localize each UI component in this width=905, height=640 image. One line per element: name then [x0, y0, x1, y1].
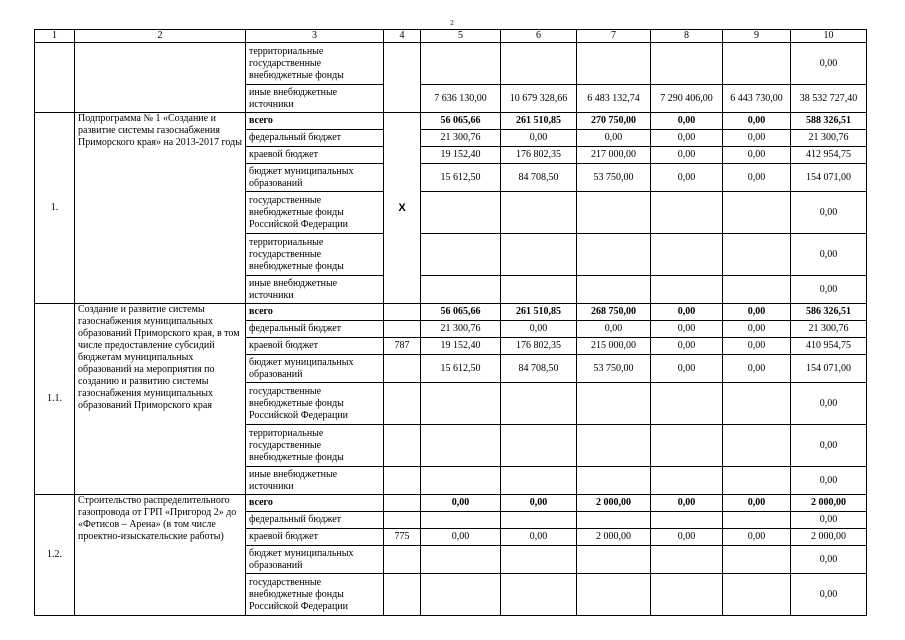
- header-cell: 8: [651, 30, 723, 43]
- value-cell-v7: [577, 276, 651, 304]
- value-cell-v8: 0,00: [651, 164, 723, 192]
- code-cell: X: [384, 113, 421, 304]
- value-cell-v8: [651, 276, 723, 304]
- value-cell-v9: [723, 467, 791, 495]
- value-cell-v5: 7 636 130,00: [421, 85, 501, 113]
- value-cell-v8: [651, 512, 723, 529]
- value-cell-v8: [651, 192, 723, 234]
- value-cell-v6: 176 802,35: [501, 147, 577, 164]
- code-cell: [384, 546, 421, 574]
- source-cell: федеральный бюджет: [246, 130, 384, 147]
- value-cell-v5: [421, 574, 501, 616]
- value-cell-v7: [577, 512, 651, 529]
- value-cell-v10: 21 300,76: [791, 130, 867, 147]
- value-cell-v10: 0,00: [791, 546, 867, 574]
- value-cell-v7: 0,00: [577, 130, 651, 147]
- value-cell-v10: 588 326,51: [791, 113, 867, 130]
- value-cell-v6: 10 679 328,66: [501, 85, 577, 113]
- source-cell: федеральный бюджет: [246, 512, 384, 529]
- header-cell: 5: [421, 30, 501, 43]
- code-cell: [384, 425, 421, 467]
- source-cell: краевой бюджет: [246, 338, 384, 355]
- item-title-cell: Строительство распределительного газопровода от ГРП «Пригород 2» до «Фетисов – Арена» (в том числе проектно-изыскательские работы): [75, 495, 246, 616]
- value-cell-v6: [501, 574, 577, 616]
- source-cell: иные внебюджетные источники: [246, 467, 384, 495]
- value-cell-v7: 217 000,00: [577, 147, 651, 164]
- header-cell: 4: [384, 30, 421, 43]
- value-cell-v7: 215 000,00: [577, 338, 651, 355]
- value-cell-v9: [723, 234, 791, 276]
- code-cell: 787: [384, 338, 421, 355]
- header-row: [35, 30, 867, 43]
- value-cell-v9: 6 443 730,00: [723, 85, 791, 113]
- value-cell-v5: [421, 512, 501, 529]
- source-cell: бюджет муниципальных образований: [246, 355, 384, 383]
- value-cell-v7: 270 750,00: [577, 113, 651, 130]
- value-cell-v10: 0,00: [791, 383, 867, 425]
- value-cell-v9: [723, 512, 791, 529]
- value-cell-v10: 0,00: [791, 192, 867, 234]
- value-cell-v5: [421, 234, 501, 276]
- value-cell-v5: [421, 43, 501, 85]
- value-cell-v8: 0,00: [651, 304, 723, 321]
- value-cell-v5: [421, 546, 501, 574]
- value-cell-v10: 2 000,00: [791, 495, 867, 512]
- page-number: 2: [450, 19, 454, 27]
- value-cell-v9: 0,00: [723, 147, 791, 164]
- item-number-cell: 1.2.: [35, 495, 75, 616]
- value-cell-v8: [651, 383, 723, 425]
- value-cell-v5: [421, 192, 501, 234]
- source-cell: иные внебюджетные источники: [246, 85, 384, 113]
- value-cell-v9: 0,00: [723, 304, 791, 321]
- header-cell: 10: [791, 30, 867, 43]
- value-cell-v5: 21 300,76: [421, 321, 501, 338]
- value-cell-v9: [723, 192, 791, 234]
- value-cell-v5: 56 065,66: [421, 304, 501, 321]
- code-cell: 775: [384, 529, 421, 546]
- value-cell-v8: [651, 425, 723, 467]
- source-cell: иные внебюджетные источники: [246, 276, 384, 304]
- value-cell-v6: [501, 234, 577, 276]
- value-cell-v8: 0,00: [651, 147, 723, 164]
- value-cell-v8: 0,00: [651, 338, 723, 355]
- value-cell-v7: 0,00: [577, 321, 651, 338]
- value-cell-v10: 154 071,00: [791, 355, 867, 383]
- value-cell-v6: 84 708,50: [501, 355, 577, 383]
- source-cell: всего: [246, 495, 384, 512]
- value-cell-v7: 6 483 132,74: [577, 85, 651, 113]
- value-cell-v7: 53 750,00: [577, 164, 651, 192]
- source-cell: федеральный бюджет: [246, 321, 384, 338]
- value-cell-v5: 15 612,50: [421, 164, 501, 192]
- value-cell-v6: 261 510,85: [501, 113, 577, 130]
- value-cell-v6: [501, 43, 577, 85]
- value-cell-v5: 21 300,76: [421, 130, 501, 147]
- value-cell-v5: [421, 276, 501, 304]
- value-cell-v9: [723, 574, 791, 616]
- value-cell-v8: 0,00: [651, 495, 723, 512]
- value-cell-v5: 19 152,40: [421, 338, 501, 355]
- value-cell-v8: 7 290 406,00: [651, 85, 723, 113]
- value-cell-v7: [577, 43, 651, 85]
- value-cell-v6: 0,00: [501, 321, 577, 338]
- value-cell-v8: 0,00: [651, 529, 723, 546]
- header-cell: 9: [723, 30, 791, 43]
- source-cell: территориальные государственные внебюджетные фонды: [246, 43, 384, 85]
- source-cell: бюджет муниципальных образований: [246, 546, 384, 574]
- value-cell-v9: 0,00: [723, 338, 791, 355]
- value-cell-v6: 0,00: [501, 495, 577, 512]
- value-cell-v7: [577, 467, 651, 495]
- code-cell: [384, 574, 421, 616]
- code-cell: [384, 383, 421, 425]
- header-cell: 7: [577, 30, 651, 43]
- value-cell-v9: 0,00: [723, 113, 791, 130]
- title-cell: [75, 43, 246, 113]
- value-cell-v9: 0,00: [723, 529, 791, 546]
- num-cell: [35, 43, 75, 113]
- value-cell-v10: 0,00: [791, 467, 867, 495]
- value-cell-v9: 0,00: [723, 355, 791, 383]
- source-cell: государственные внебюджетные фонды Российской Федерации: [246, 574, 384, 616]
- value-cell-v9: [723, 276, 791, 304]
- table-row: [35, 43, 867, 85]
- value-cell-v6: [501, 467, 577, 495]
- item-number-cell: 1.: [35, 113, 75, 304]
- value-cell-v9: [723, 43, 791, 85]
- value-cell-v5: 0,00: [421, 529, 501, 546]
- value-cell-v7: 2 000,00: [577, 495, 651, 512]
- value-cell-v8: 0,00: [651, 321, 723, 338]
- value-cell-v7: 53 750,00: [577, 355, 651, 383]
- value-cell-v6: 0,00: [501, 529, 577, 546]
- source-cell: территориальные государственные внебюджетные фонды: [246, 425, 384, 467]
- value-cell-v6: 261 510,85: [501, 304, 577, 321]
- source-cell: государственные внебюджетные фонды Российской Федерации: [246, 383, 384, 425]
- source-cell: территориальные государственные внебюджетные фонды: [246, 234, 384, 276]
- value-cell-v8: [651, 43, 723, 85]
- value-cell-v8: 0,00: [651, 113, 723, 130]
- value-cell-v8: 0,00: [651, 130, 723, 147]
- value-cell-v6: [501, 425, 577, 467]
- header-cell: 3: [246, 30, 384, 43]
- source-cell: государственные внебюджетные фонды Российской Федерации: [246, 192, 384, 234]
- item-title-cell: Подпрограмма № 1 «Создание и развитие системы газоснабжения Приморского края» на 2013-2017 годы: [75, 113, 246, 304]
- value-cell-v7: 268 750,00: [577, 304, 651, 321]
- value-cell-v10: 2 000,00: [791, 529, 867, 546]
- value-cell-v5: [421, 383, 501, 425]
- source-cell: краевой бюджет: [246, 147, 384, 164]
- item-number-cell: 1.1.: [35, 304, 75, 495]
- value-cell-v8: [651, 234, 723, 276]
- value-cell-v5: 0,00: [421, 495, 501, 512]
- code-cell: [384, 495, 421, 512]
- value-cell-v7: [577, 383, 651, 425]
- value-cell-v10: 21 300,76: [791, 321, 867, 338]
- value-cell-v7: [577, 234, 651, 276]
- value-cell-v8: [651, 467, 723, 495]
- value-cell-v8: [651, 574, 723, 616]
- value-cell-v7: [577, 192, 651, 234]
- value-cell-v8: 0,00: [651, 355, 723, 383]
- value-cell-v10: 0,00: [791, 425, 867, 467]
- value-cell-v7: 2 000,00: [577, 529, 651, 546]
- header-cell: 6: [501, 30, 577, 43]
- value-cell-v6: [501, 512, 577, 529]
- value-cell-v10: 0,00: [791, 512, 867, 529]
- value-cell-v10: 410 954,75: [791, 338, 867, 355]
- value-cell-v10: 38 532 727,40: [791, 85, 867, 113]
- code-cell: [384, 355, 421, 383]
- source-cell: краевой бюджет: [246, 529, 384, 546]
- code-cell: [384, 467, 421, 495]
- value-cell-v10: 0,00: [791, 234, 867, 276]
- value-cell-v9: [723, 546, 791, 574]
- value-cell-v6: [501, 383, 577, 425]
- code-cell: [384, 512, 421, 529]
- value-cell-v5: [421, 467, 501, 495]
- header-cell: 1: [35, 30, 75, 43]
- source-cell: бюджет муниципальных образований: [246, 164, 384, 192]
- item-title-cell: Создание и развитие системы газоснабжения муниципальных образований Приморского края, в том числе предоставление субсидий бюджетам муниципальных образований на мероприятия по созданию и развитию системы газоснабжения муниципальных образований Приморского края: [75, 304, 246, 495]
- value-cell-v9: [723, 425, 791, 467]
- table-row: [35, 495, 867, 512]
- value-cell-v10: 154 071,00: [791, 164, 867, 192]
- code-cell: [384, 43, 421, 113]
- budget-table: [34, 29, 867, 616]
- value-cell-v10: 0,00: [791, 574, 867, 616]
- value-cell-v7: [577, 546, 651, 574]
- value-cell-v6: [501, 276, 577, 304]
- code-cell: [384, 321, 421, 338]
- value-cell-v7: [577, 574, 651, 616]
- value-cell-v9: 0,00: [723, 321, 791, 338]
- value-cell-v7: [577, 425, 651, 467]
- value-cell-v10: 412 954,75: [791, 147, 867, 164]
- value-cell-v9: [723, 383, 791, 425]
- source-cell: всего: [246, 113, 384, 130]
- value-cell-v10: 586 326,51: [791, 304, 867, 321]
- value-cell-v6: 176 802,35: [501, 338, 577, 355]
- value-cell-v6: 0,00: [501, 130, 577, 147]
- value-cell-v9: 0,00: [723, 164, 791, 192]
- value-cell-v9: 0,00: [723, 130, 791, 147]
- value-cell-v5: 56 065,66: [421, 113, 501, 130]
- value-cell-v5: [421, 425, 501, 467]
- value-cell-v8: [651, 546, 723, 574]
- value-cell-v10: 0,00: [791, 43, 867, 85]
- value-cell-v9: 0,00: [723, 495, 791, 512]
- table-row: [35, 113, 867, 130]
- value-cell-v6: [501, 192, 577, 234]
- value-cell-v6: [501, 546, 577, 574]
- value-cell-v5: 19 152,40: [421, 147, 501, 164]
- table-row: [35, 304, 867, 321]
- value-cell-v6: 84 708,50: [501, 164, 577, 192]
- code-cell: [384, 304, 421, 321]
- header-cell: 2: [75, 30, 246, 43]
- value-cell-v10: 0,00: [791, 276, 867, 304]
- source-cell: всего: [246, 304, 384, 321]
- value-cell-v5: 15 612,50: [421, 355, 501, 383]
